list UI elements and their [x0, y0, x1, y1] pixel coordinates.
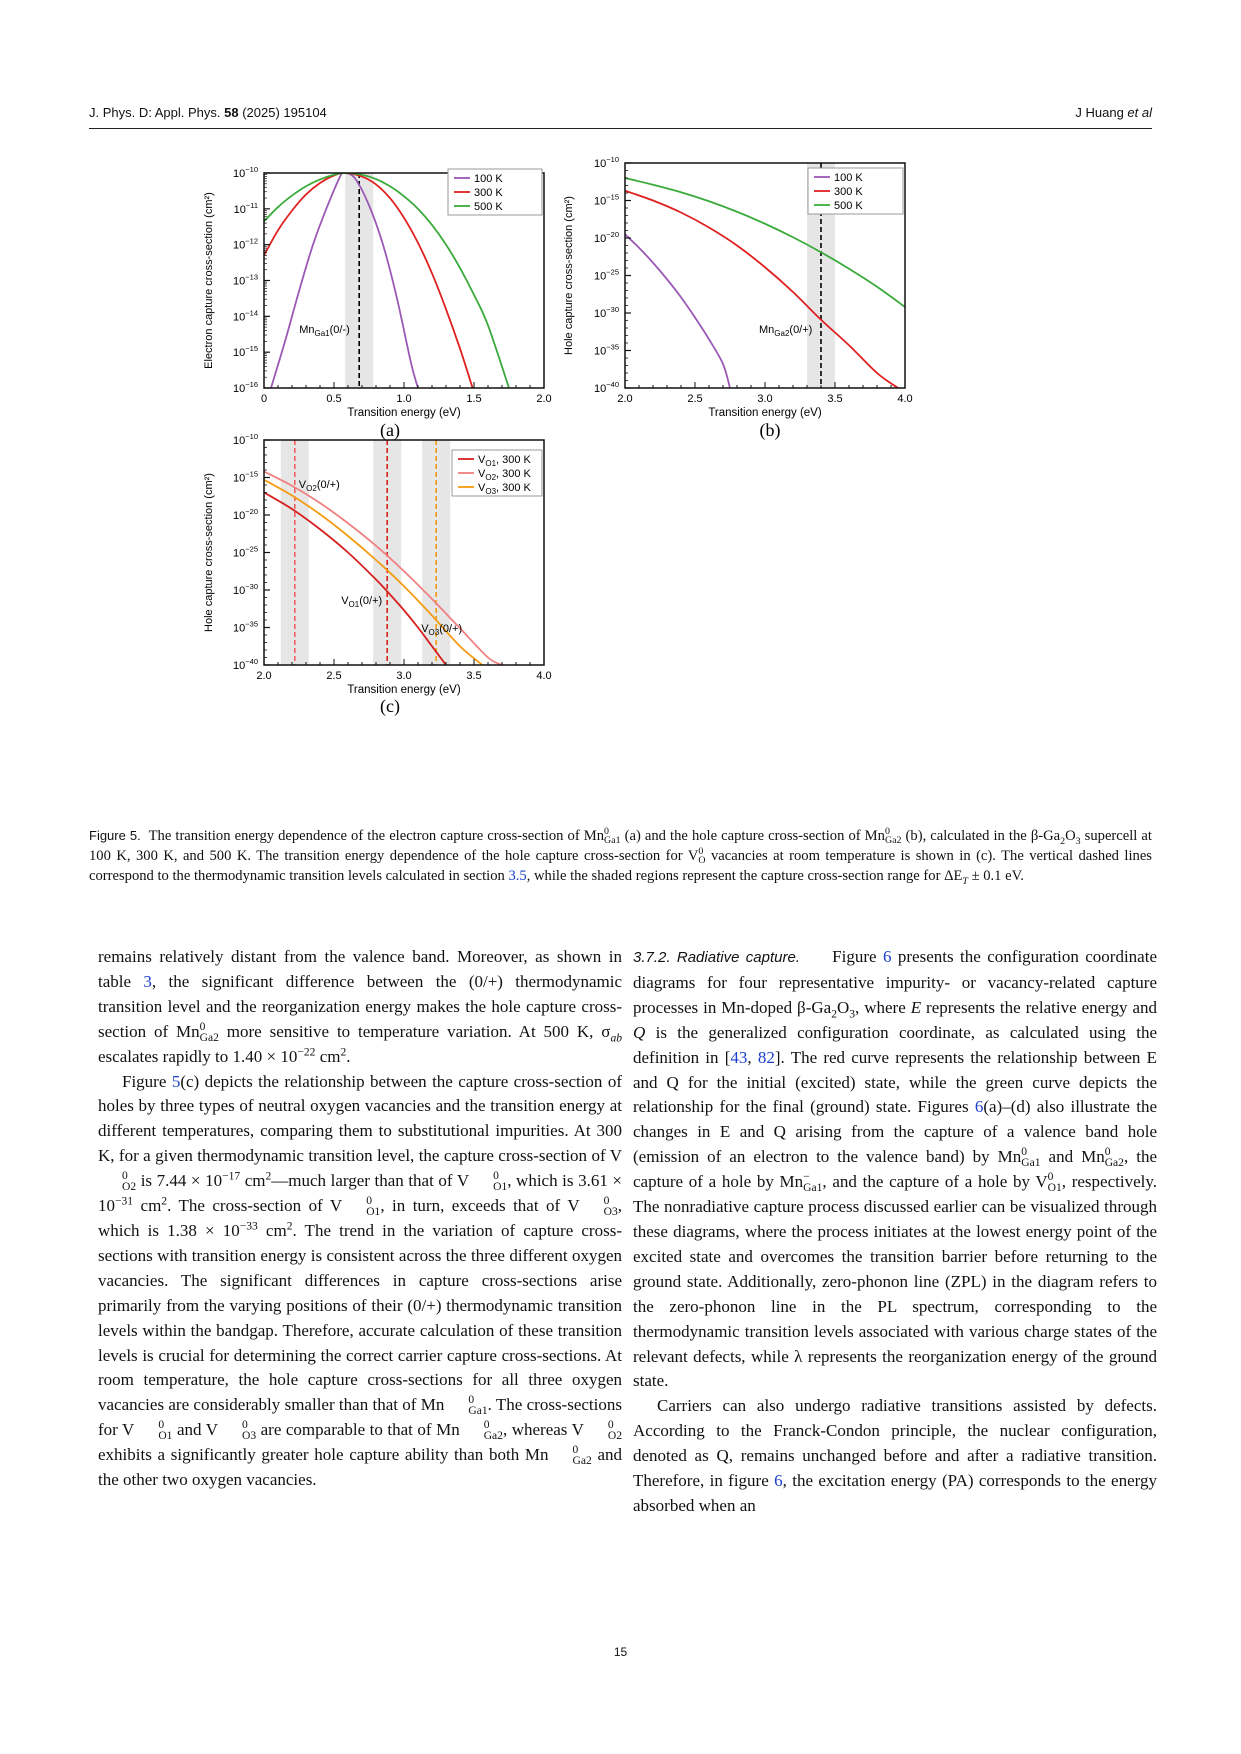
y-tick-exponent: −30 [245, 582, 258, 591]
text: . [346, 1046, 351, 1066]
paragraph: Figure 5(c) depicts the relationship between the capture cross-section of holes by three types of neutral oxygen vacancies and the transition energy at different temperatures, comparing them to substitutional impurities. At 300 K, for a given thermodynamic transition level, the capture cross-section of V 0 O2 is $7.44 \times 10^{-17}$ $cm^2—much$ larger than that of V 0 O1 , which is $3.61 \times 10^{-31}$ $cm^2$. The cross-section of V 0 O1 , in turn, exceeds that of V 0 O3 , which is $1.38 \times 10^{-33}$ $cm^2$. The trend in the variation of capture cross-sections with transition energy is consistent across the three different oxygen vacancies. The significant differences in capture cross-sections arise primarily from the varying positions of their (0/+) thermodynamic transition levels within the bandgap. Therefore, accurate calculation of these transition levels is crucial for determining the correct carrier capture cross-sections. At room temperature, the hole capture cross-sections for all three oxygen vacancies are considerably smaller than that of Mn 0 Ga1 . The cross-sections for V 0 O1 and V 0 O3 are comparable to that of Mn 0 Ga2 , whereas V 0 O2 exhibits a significantly greater hole capture ability than both Mn 0 Ga2 and the other two oxygen vacancies. [98, 1071, 623, 1490]
y-axis-label: Hole capture cross-section (cm²) [203, 473, 215, 632]
series-line-300-k [625, 191, 898, 388]
panel-b-chart [563, 155, 913, 419]
y-tick-label: $10^{-12}$ [233, 236, 258, 252]
y-tick-label: $10^{-14}$ [233, 308, 258, 324]
paragraph [633, 1394, 1157, 1519]
series-line-100-k [271, 172, 418, 388]
y-tick-exponent: −13 [245, 272, 258, 282]
body-column-left [98, 945, 622, 1493]
text: (c) depicts the relationship between the capture cross-section of holes by three types of neutral oxygen vacancies and the transition energy at different temperatures, comparing them to substitutional impurities. At 300 K, for a given thermodynamic transition level, the capture cross-section of V [98, 1071, 623, 1166]
text: exhibits a significantly greater hole capture ability than both Mn [98, 1445, 549, 1465]
y-tick-exponent: −10 [245, 432, 258, 441]
caption-text: The transition energy dependence of the electron capture cross-section of Mn [148, 828, 605, 844]
x-tick-label: 1.5 [466, 393, 482, 405]
legend-label: 500 K [834, 200, 863, 212]
caption-text: , while the shaded regions represent the capture cross-section range for ΔE [526, 868, 963, 884]
x-axis-label: Transition energy (eV) [347, 684, 461, 696]
paragraph: 3.7.2. Radiative capture. Figure 6 presents the configuration coordinate diagrams for four representative impurity- or vacancy-related capture processes in Mn-doped $\beta-Ga_2O_3$, where E represents the relative energy and Q is the generalized configuration coordinate, as calculated using the definition in [43, 82]. The red curve represents the relationship between E and Q for the initial (excited) state, while the green curve depicts the relationship for the final (ground) state. Figures 6(a)–(d) also illustrate the changes in E and Q arising from the capture of a valence band hole (emission of an electron to the valence band) by Mn 0 Ga1 and Mn 0 Ga2 , the capture of a hole by Mn − Ga1 , and the capture of a hole by V 0 O1 , respectively. The nonradiative capture process discussed earlier can be visualized through these diagrams, where the process initiates at the lowest energy point of the excited state and overcomes the transition barrier before returning to the ground state. Additionally, zero-phonon line (ZPL) in the diagram refers to the zero-phonon line in the PL spectrum, corresponding to the thermodynamic transition levels associated with various charge states of the relevant defects, while λ represents the reorganization energy of the ground state. [633, 947, 1158, 1391]
y-tick-label: $10^{-25}$ [233, 544, 258, 560]
x-tick-label: 2.0 [256, 670, 272, 682]
text: cm [133, 1196, 162, 1216]
legend-label: $V_{O2}$, 300 K [478, 468, 531, 482]
caption-text: vacancies at room temperature is shown in (c). The vertical dashed lines correspond to the thermodynamic transition levels calculated in section [89, 848, 1152, 884]
text: and V [172, 1420, 218, 1440]
text: cm [240, 1171, 266, 1191]
text: remains relatively distant from the valence band. Moreover, as shown in table [98, 947, 622, 991]
y-tick-exponent: −25 [245, 544, 258, 554]
y-tick-exponent: −10 [245, 165, 258, 174]
caption-label: Figure 5. [89, 828, 141, 843]
running-header-citation [89, 105, 327, 120]
text: . The cross-sections for V [98, 1395, 622, 1440]
text: and Mn [1040, 1147, 1105, 1167]
legend-label: 300 K [834, 186, 863, 198]
paragraph: remains relatively distant from the valence band. Moreover, as shown in table 3, the significant difference between the (0/+) thermodynamic transition level and the reorganization energy makes the hole capture cross-section of Mn 0 Ga2 more sensitive to temperature variation. At 500 K, $\sigma_{ab}$ escalates rapidly to $1.40 \times 10^{-22}$ $cm^2$. [98, 947, 622, 1066]
x-tick-label: 2.0 [536, 393, 552, 405]
y-tick-label: $10^{-20}$ [233, 507, 258, 522]
text: . The cross-section of V [167, 1196, 343, 1216]
text: , the significant difference between the (0/+) thermodynamic transition level and the reorganization energy makes the hole capture cross-section of Mn [98, 971, 622, 1041]
page-number: 15 [613, 1645, 628, 1659]
y-tick-label: $10^{-40}$ [233, 657, 258, 672]
text: presents the configuration coordinate diagrams for four representative impurity- or vacancy-related capture processes in Mn-doped β-Ga [633, 947, 1157, 1017]
figure-link[interactable]: 5 [171, 1071, 181, 1091]
text: , in turn, exceeds that of V [380, 1196, 580, 1216]
figure-link[interactable]: 6 [974, 1097, 984, 1117]
y-tick-label: $10^{-15}$ [233, 344, 258, 360]
text: and the other two oxygen vacancies. [98, 1445, 622, 1490]
text: , which is 1.38 × 10 [98, 1196, 622, 1240]
y-tick-exponent: −40 [606, 380, 619, 389]
x-axis-label: Transition energy (eV) [708, 407, 822, 419]
text: is the generalized configuration coordinate, as calculated using the definition in [ [633, 1022, 1157, 1067]
y-tick-label: $10^{-15}$ [233, 469, 258, 485]
running-header-authors [1075, 105, 1152, 120]
x-tick-label: 3.0 [757, 393, 773, 405]
text: , which is 3.61 × 10 [98, 1171, 622, 1216]
transition-level-label: $V_{O1}(0/+)$ [341, 595, 383, 609]
y-tick-exponent: −11 [245, 200, 258, 210]
y-tick-label: $10^{-40}$ [594, 380, 619, 395]
text: is 7.44 × 10 [136, 1171, 223, 1191]
text: , the capture of a hole by Mn [633, 1147, 1157, 1192]
figure-link[interactable]: 6 [882, 947, 892, 966]
caption-text: (b), calculated in the β-Ga [905, 828, 1061, 844]
y-tick-label: $10^{-10}$ [233, 432, 258, 447]
text: , where [855, 997, 911, 1017]
section-heading: 3.7.2. Radiative capture. [633, 949, 800, 966]
header-rule [89, 128, 1152, 129]
panel-label-a: (a) [380, 420, 400, 440]
text: cm [257, 1220, 287, 1240]
text: , [747, 1047, 758, 1067]
legend-label: 100 K [834, 172, 863, 184]
y-tick-exponent: −10 [606, 155, 619, 164]
y-tick-label: $10^{-16}$ [233, 380, 258, 395]
panel-c-chart [203, 432, 552, 696]
y-tick-exponent: −16 [245, 380, 258, 389]
x-tick-label: 2.0 [617, 393, 633, 405]
x-tick-label: 4.0 [897, 393, 913, 405]
y-tick-exponent: −30 [606, 305, 619, 314]
legend-label: 500 K [474, 201, 503, 213]
y-tick-label: $10^{-20}$ [594, 230, 619, 245]
y-tick-exponent: −35 [606, 342, 619, 352]
math-symbol: Q [633, 1022, 646, 1042]
text: , whereas V [502, 1420, 584, 1440]
journal-name: J. Phys. D: Appl. Phys. [89, 105, 221, 120]
journal-year-issue: (2025) 195104 [242, 105, 327, 120]
series-line-100-k [625, 234, 730, 388]
text: . The trend in the variation of capture cross-sections with transition energy is consistent across the three different oxygen vacancies. The significant differences in capture cross-sections arise primarily from the varying positions of their (0/+) thermodynamic transition levels within the bandgap. Therefore, accurate calculation of these transition levels is crucial for determining the correct carrier capture cross-sections. At room temperature, the hole capture cross-sections for all three oxygen vacancies are considerably smaller than that of Mn [98, 1220, 622, 1415]
text: (a)–(d) also illustrate the changes in E and Q arising from the capture of a valence band hole (emission of an electron to the valence band) by Mn [633, 1097, 1158, 1167]
y-axis-label: Electron capture cross-section (cm²) [203, 192, 215, 369]
y-tick-exponent: −20 [606, 230, 619, 239]
text: are comparable to that of Mn [256, 1420, 460, 1440]
panel-a-chart [203, 165, 552, 419]
x-tick-label: 0 [260, 393, 268, 405]
y-tick-label: $10^{-30}$ [233, 582, 258, 597]
transition-level-label: $Mn_{Ga1}(0/-)$ [299, 324, 350, 338]
y-tick-label: $10^{-15}$ [594, 192, 619, 208]
text: , and the capture of a hole by V [822, 1172, 1048, 1192]
legend-label: $V_{O1}$, 300 K [478, 454, 531, 468]
y-axis-label: Hole capture cross-section (cm²) [563, 196, 575, 355]
transition-level-label: $V_{O3}(0/+)$ [421, 623, 463, 637]
text: escalates rapidly to 1.40 × 10 [98, 1046, 298, 1066]
caption-text: ± 0.1 eV. [971, 868, 1024, 884]
y-tick-exponent: −25 [606, 267, 619, 277]
x-tick-label: 3.5 [466, 670, 482, 682]
math-symbol: E [910, 997, 922, 1017]
figure-5 [0, 150, 1241, 810]
body-column-right [633, 945, 1157, 1519]
text: ]. The red curve represents the relationship between E and Q for the initial (excited) state, while the green curve depicts the relationship for the final (ground) state. Figures [633, 1047, 1158, 1117]
y-tick-label: $10^{-30}$ [594, 305, 619, 320]
y-tick-exponent: −40 [245, 657, 258, 666]
text: Figure [122, 1071, 172, 1091]
et-al: et al [1127, 105, 1152, 120]
x-tick-label: 2.5 [687, 393, 703, 405]
y-tick-exponent: −14 [245, 308, 258, 318]
panel-label-c: (c) [380, 696, 400, 716]
text: more sensitive to temperature variation. At 500 K, σ [218, 1021, 611, 1041]
y-tick-label: $10^{-10}$ [594, 155, 619, 170]
y-tick-exponent: −12 [245, 236, 258, 246]
x-tick-label: 3.0 [396, 670, 412, 682]
text: Figure [832, 947, 883, 966]
y-tick-label: $10^{-35}$ [594, 342, 619, 358]
transition-level-label: $Mn_{Ga2}(0/+)$ [759, 324, 813, 338]
legend-label: 300 K [474, 187, 503, 199]
reference-link[interactable]: 43 [730, 1047, 748, 1067]
text: Carriers can also undergo radiative transitions assisted by defects. According to the Franck-Condon principle, the nuclear configuration, denoted as Q, remains unchanged before and after a radiative transition. Therefore, in figure [633, 1396, 1157, 1491]
y-tick-exponent: −15 [245, 469, 258, 479]
y-tick-exponent: −15 [606, 192, 619, 202]
text: , the excitation energy (PA) corresponds to the energy absorbed when an [633, 1471, 1157, 1515]
reference-link[interactable]: 82 [757, 1047, 775, 1067]
caption-text: supercell at 100 K, 300 K, and 500 K. The transition energy dependence of the hole capture cross-section for V [89, 828, 1152, 864]
x-tick-label: 2.5 [326, 670, 342, 682]
legend-label: 100 K [474, 173, 503, 185]
text: , respectively. The nonradiative capture process discussed earlier can be visualized through these diagrams, where the process initiates at the lowest energy point of the excited state and overcomes the transition barrier before returning to the ground state. Additionally, zero-phonon line (ZPL) in the diagram refers to the zero-phonon line in the PL spectrum, corresponding to the thermodynamic transition levels associated with various charge states of the relevant defects, while λ represents the reorganization energy of the ground state. [633, 1172, 1157, 1391]
text: cm [315, 1046, 341, 1066]
journal-volume: 58 [224, 105, 239, 120]
y-tick-label: $10^{-25}$ [594, 267, 619, 283]
y-tick-exponent: −20 [245, 507, 258, 516]
x-tick-label: 1.0 [396, 393, 412, 405]
text: —much larger than that of V [271, 1171, 470, 1191]
y-tick-exponent: −15 [245, 344, 258, 354]
figure-caption: Figure 5. The transition energy dependence of the electron capture cross-section of Mn 0 Ga1 (a) and the hole capture cross-section of Mn 0 Ga2 (b), calculated in the $\beta-Ga_2O_3$ supercell at 100 K, 300 K, and 500 K. The transition energy dependence of the hole capture cross-section for V 0 O vacancies at room temperature is shown in (c). The vertical dashed lines correspond to the thermodynamic transition levels calculated in section 3.5, while the shaded regions represent the capture cross-section range for $\Delta E_T \pm 0.1$ eV. [89, 826, 1152, 887]
caption-text: (a) and the hole capture cross-section of Mn [624, 828, 885, 844]
y-tick-label: $10^{-11}$ [233, 200, 258, 216]
text: represents the relative energy and [921, 997, 1158, 1017]
panel-label-b: (b) [759, 420, 781, 440]
section-link[interactable]: 3.5 [508, 868, 527, 884]
author-name: J Huang [1075, 105, 1124, 120]
y-tick-label: $10^{-35}$ [233, 619, 258, 635]
x-tick-label: 0.5 [326, 393, 342, 405]
table-link[interactable]: 3 [143, 971, 152, 991]
figure-link[interactable]: 6 [774, 1471, 783, 1491]
y-tick-label: $10^{-13}$ [233, 272, 258, 288]
x-tick-label: 3.5 [827, 393, 843, 405]
legend-label: $V_{O3}$, 300 K [478, 482, 531, 496]
y-tick-exponent: −35 [245, 619, 258, 629]
y-tick-label: $10^{-10}$ [233, 165, 258, 180]
transition-level-label: $V_{O2}(0/+)$ [298, 479, 340, 493]
x-axis-label: Transition energy (eV) [347, 407, 461, 419]
x-tick-label: 4.0 [536, 670, 552, 682]
